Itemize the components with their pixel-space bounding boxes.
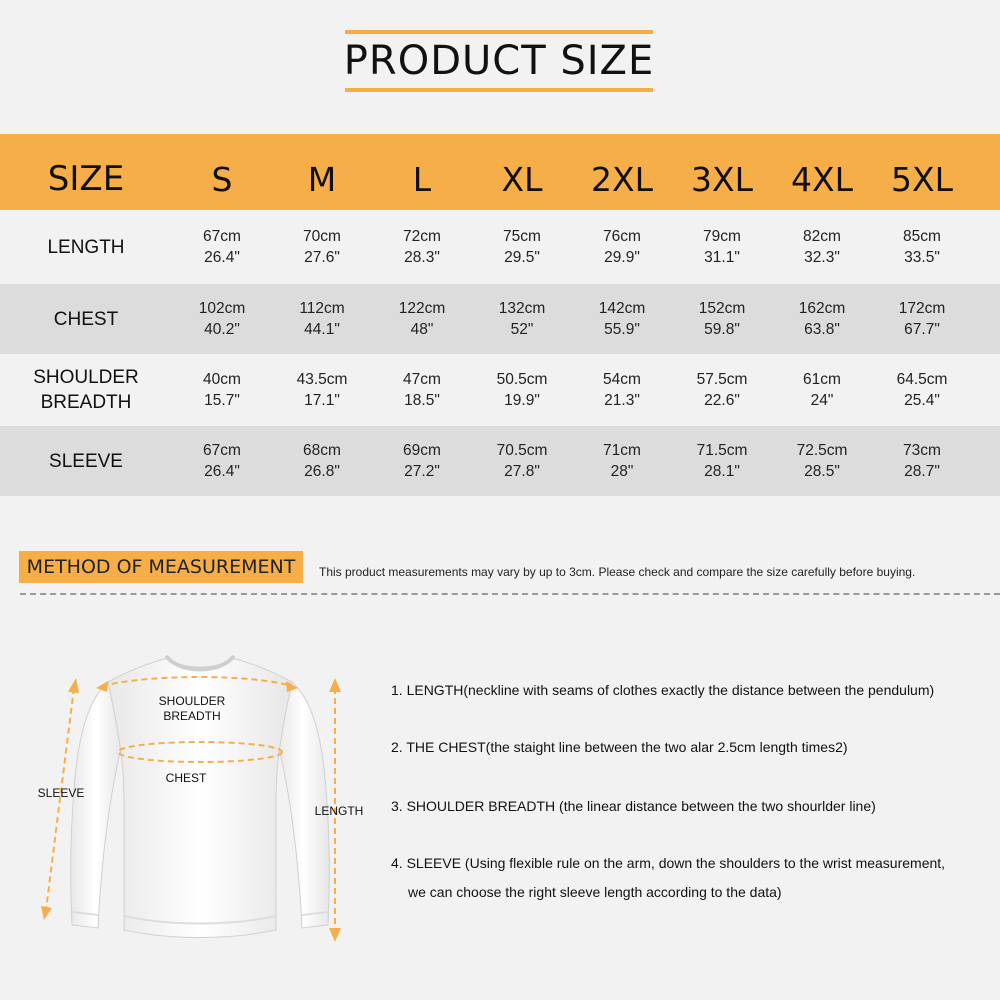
table-row-sleeve — [0, 426, 1000, 496]
value-cm: 69cm — [403, 442, 441, 459]
value-inch: 28.5" — [804, 463, 840, 480]
value-inch: 29.9" — [604, 249, 640, 266]
size-cell — [172, 298, 272, 340]
size-cell — [472, 369, 572, 411]
value-inch: 48" — [410, 321, 434, 338]
diagram-length-label: LENGTH — [314, 804, 364, 818]
value-inch: 22.6" — [704, 392, 740, 409]
size-header: 2XL — [591, 159, 653, 199]
size-header-label: SIZE — [47, 159, 125, 199]
value-cm: 75cm — [503, 228, 541, 245]
value-inch: 63.8" — [804, 321, 840, 338]
value-cm: 67cm — [203, 442, 241, 459]
value-inch: 31.1" — [704, 249, 740, 266]
size-cell — [672, 226, 772, 268]
value-inch: 26.4" — [204, 249, 240, 266]
value-inch: 29.5" — [504, 249, 540, 266]
value-cm: 70cm — [303, 228, 341, 245]
value-inch: 26.4" — [204, 463, 240, 480]
value-cm: 61cm — [803, 371, 841, 388]
size-cell — [372, 298, 472, 340]
value-cm: 132cm — [498, 300, 546, 317]
size-cell — [872, 369, 972, 411]
size-header: L — [412, 159, 432, 199]
value-inch: 28" — [610, 463, 634, 480]
value-cm: 72cm — [403, 228, 441, 245]
size-cell — [472, 226, 572, 268]
value-cm: 172cm — [898, 300, 946, 317]
table-row-shoulder-breadth — [0, 354, 1000, 426]
value-inch: 15.7" — [204, 392, 240, 409]
size-cell — [772, 369, 872, 411]
size-header: S — [211, 159, 233, 199]
value-cm: 79cm — [703, 228, 741, 245]
value-inch: 28.3" — [404, 249, 440, 266]
table-row-length — [0, 210, 1000, 284]
value-inch: 55.9" — [604, 321, 640, 338]
table-header-row — [0, 134, 1000, 210]
size-header: 5XL — [891, 159, 953, 199]
size-header: 3XL — [691, 159, 753, 199]
row-label: SLEEVE — [49, 450, 123, 472]
title-banner — [345, 30, 653, 92]
size-cell — [372, 440, 472, 482]
size-cell — [672, 369, 772, 411]
value-cm: 112cm — [299, 300, 345, 317]
value-cm: 57.5cm — [696, 371, 748, 388]
size-cell — [472, 440, 572, 482]
size-cell — [772, 440, 872, 482]
size-cell — [672, 298, 772, 340]
size-cell — [172, 440, 272, 482]
method-note: This product measurements may vary by up to 3cm. Please check and compare the size carefully before buying. — [319, 565, 916, 579]
size-cell — [372, 369, 472, 411]
value-cm: 64.5cm — [896, 371, 948, 388]
value-cm: 67cm — [203, 228, 241, 245]
value-cm: 76cm — [603, 228, 641, 245]
value-cm: 162cm — [798, 300, 846, 317]
table-row-chest — [0, 284, 1000, 354]
garment-diagram — [30, 640, 370, 960]
section-divider — [20, 593, 1000, 595]
value-cm: 70.5cm — [496, 442, 548, 459]
size-cell — [872, 226, 972, 268]
diagram-sleeve-label: SLEEVE — [37, 786, 85, 800]
value-cm: 71cm — [603, 442, 641, 459]
size-cell — [472, 298, 572, 340]
value-cm: 54cm — [603, 371, 641, 388]
size-header: XL — [501, 159, 543, 199]
method-title: METHOD OF MEASUREMENT — [19, 551, 303, 583]
value-cm: 142cm — [598, 300, 646, 317]
size-cell — [872, 298, 972, 340]
diagram-shoulder-label: SHOULDER BREADTH — [158, 694, 226, 723]
instruction-shoulder: 3. SHOULDER BREADTH (the linear distance between the two shourlder line) — [391, 798, 876, 814]
value-cm: 50.5cm — [496, 371, 548, 388]
value-inch: 32.3" — [804, 249, 840, 266]
row-label: CHEST — [53, 308, 119, 330]
value-cm: 68cm — [303, 442, 341, 459]
page-title: PRODUCT SIZE — [343, 38, 655, 84]
value-inch: 28.1" — [704, 463, 740, 480]
size-cell — [872, 440, 972, 482]
size-cell — [572, 298, 672, 340]
value-cm: 71.5cm — [696, 442, 748, 459]
size-cell — [572, 440, 672, 482]
value-cm: 102cm — [198, 300, 246, 317]
value-inch: 28.7" — [904, 463, 940, 480]
value-inch: 19.9" — [504, 392, 540, 409]
value-inch: 21.3" — [604, 392, 640, 409]
size-cell — [272, 369, 372, 411]
instruction-sleeve: 4. SLEEVE (Using flexible rule on the arm, down the shoulders to the wrist measurement, we can choose the right sleeve length according to the data) — [391, 855, 946, 900]
size-cell — [172, 226, 272, 268]
value-cm: 152cm — [698, 300, 746, 317]
value-inch: 27.2" — [404, 463, 440, 480]
value-cm: 72.5cm — [796, 442, 848, 459]
instruction-length: 1. LENGTH(neckline with seams of clothes exactly the distance between the pendulum) — [391, 682, 935, 698]
size-cell — [172, 369, 272, 411]
size-cell — [272, 226, 372, 268]
value-inch: 27.6" — [304, 249, 340, 266]
size-header: M — [307, 159, 337, 199]
instruction-chest: 2. THE CHEST(the staight line between the two alar 2.5cm length times2) — [391, 739, 848, 755]
value-inch: 40.2" — [204, 321, 240, 338]
size-cell — [772, 226, 872, 268]
diagram-chest-label: CHEST — [165, 771, 207, 785]
value-inch: 59.8" — [704, 321, 740, 338]
size-cell — [272, 298, 372, 340]
value-cm: 73cm — [903, 442, 941, 459]
value-cm: 43.5cm — [296, 371, 348, 388]
value-inch: 27.8" — [504, 463, 540, 480]
value-inch: 18.5" — [404, 392, 440, 409]
value-inch: 67.7" — [904, 321, 940, 338]
size-cell — [572, 226, 672, 268]
row-label: LENGTH — [47, 236, 125, 258]
size-cell — [672, 440, 772, 482]
row-label: SHOULDER BREADTH — [33, 367, 139, 413]
size-header: 4XL — [791, 159, 853, 199]
value-cm: 85cm — [903, 228, 941, 245]
value-inch: 44.1" — [304, 321, 340, 338]
value-inch: 26.8" — [304, 463, 340, 480]
size-cell — [272, 440, 372, 482]
size-cell — [772, 298, 872, 340]
size-table — [0, 134, 1000, 496]
value-cm: 122cm — [398, 300, 446, 317]
size-cell — [372, 226, 472, 268]
value-inch: 24" — [810, 392, 834, 409]
value-cm: 47cm — [403, 371, 441, 388]
size-cell — [572, 369, 672, 411]
value-inch: 17.1" — [304, 392, 340, 409]
value-inch: 25.4" — [904, 392, 940, 409]
value-cm: 40cm — [203, 371, 241, 388]
value-cm: 82cm — [803, 228, 841, 245]
value-inch: 52" — [510, 321, 534, 338]
value-inch: 33.5" — [904, 249, 940, 266]
